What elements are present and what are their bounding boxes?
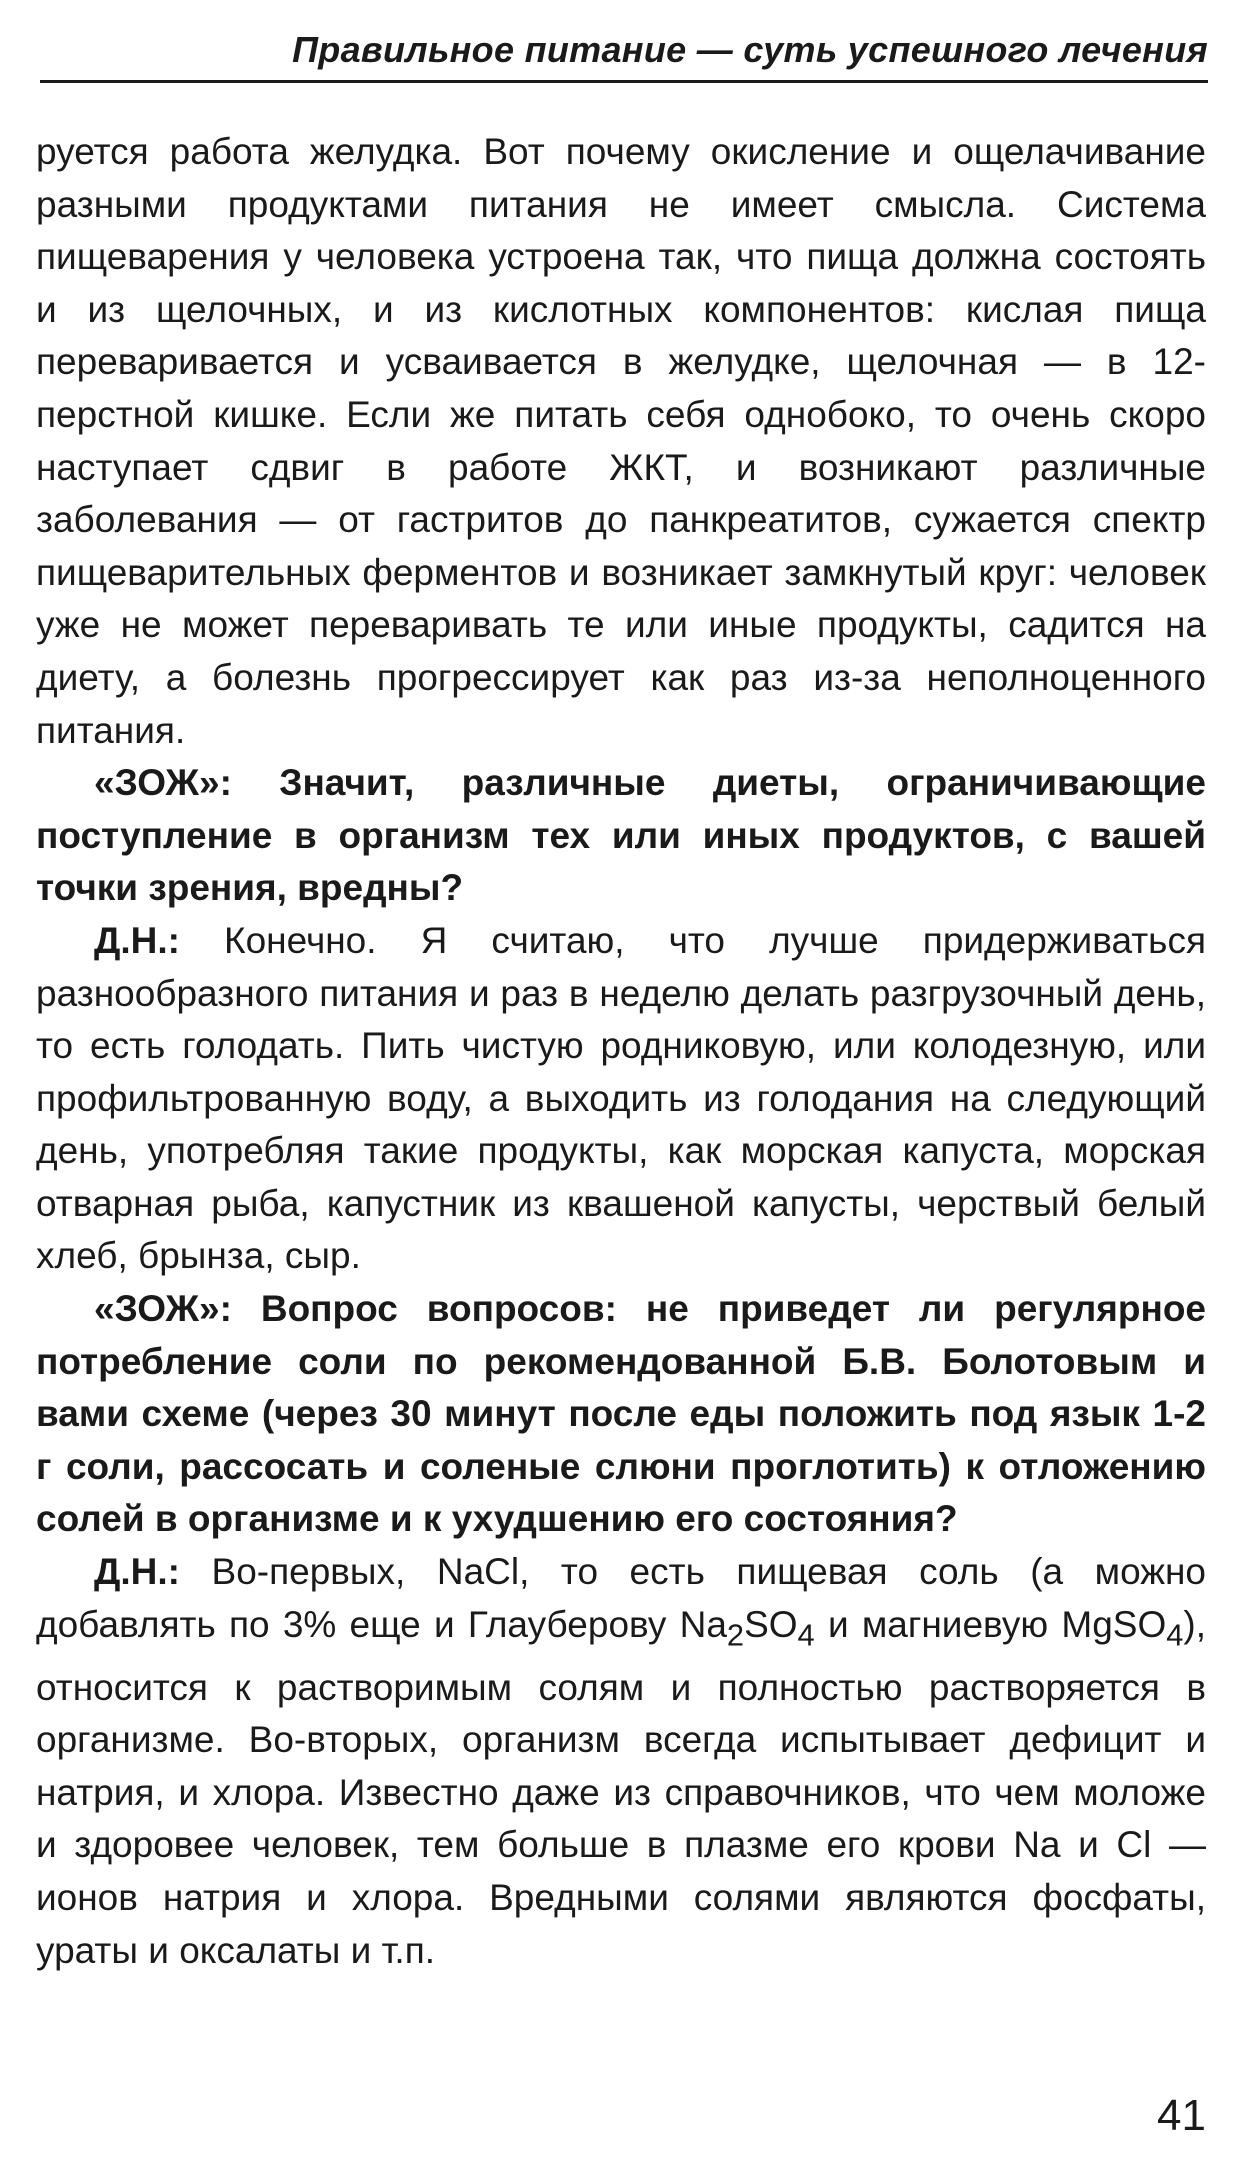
answer-text-part: Во-первых, NaCl, то есть пищевая соль (а можно добавлять по 3% еще и Глауберову Na: [36, 1551, 1206, 1645]
interview-question-1: «ЗОЖ»: Значит, различные диеты, ограничивающие поступление в организм тех или иных продуктов, с вашей точки зрения, вредны?: [36, 762, 1206, 909]
answer-speaker: Д.Н.:: [94, 1551, 180, 1593]
answer-text: Конечно. Я считаю, что лучше придерживаться разнообразного питания и раз в неделю делать разгрузочный день, то есть голодать. Пить чистую родниковую, или колодезную, или профильтрованную воду, а выходить из голодания на следующий день, употребляя такие продукты, как морская капуста, морская отварная рыба, капустник из квашеной капусты, черствый белый хлеб, брынза, сыр.: [36, 919, 1206, 1277]
page-number: 41: [1157, 2091, 1206, 2140]
answer-text-part: SO: [744, 1603, 798, 1645]
subscript: 4: [1166, 1617, 1184, 1653]
answer-text-part: и магниевую MgSO: [814, 1603, 1167, 1645]
subscript: 4: [797, 1617, 815, 1653]
interview-question-2: «ЗОЖ»: Вопрос вопросов: не приведет ли регулярное потребление соли по рекомендованной Б.В. Болотовым и вами схеме (через 30 минут после еды положить под язык 1-2 г соли, рассосать и соленые слюни проглотить) к отложению солей в организме и к ухудшению его состояния?: [36, 1288, 1206, 1540]
page-body: [36, 126, 1206, 1977]
answer-speaker: Д.Н.:: [94, 919, 180, 961]
answer-text-part: ), относится к растворимым солям и полностью растворяется в организме. Во-вторых, организм всегда испытывает дефицит и натрия, и хлора. Известно даже из справочников, что чем моложе и здоровее человек, тем больше в плазме его крови Na и Cl — ионов натрия и хлора. Вредными солями являются фосфаты, ураты и оксалаты и т.п.: [36, 1603, 1207, 1971]
paragraph-continued: руется работа желудка. Вот почему окисление и ощелачивание разными продуктами питания не имеет смысла. Система пищеварения у человека устроена так, что пища должна состоять и из щелочных, и из кислотных компонентов: кислая пища переваривается и усваивается в желудке, щелочная — в 12-перстной кишке. Если же питать себя однобоко, то очень скоро наступает сдвиг в работе ЖКТ, и возникают различные заболевания — от гастритов до панкреатитов, сужается спектр пищеварительных ферментов и возникает замкнутый круг: человек уже не может переваривать те или иные продукты, садится на диету, а болезнь прогрессирует как раз из-за неполноценного питания.: [36, 131, 1206, 751]
interview-answer-1: [36, 915, 1206, 1283]
subscript: 2: [726, 1617, 745, 1653]
running-header: Правильное питание — суть успешного лечения: [40, 28, 1208, 83]
interview-answer-2: [36, 1546, 1206, 1977]
